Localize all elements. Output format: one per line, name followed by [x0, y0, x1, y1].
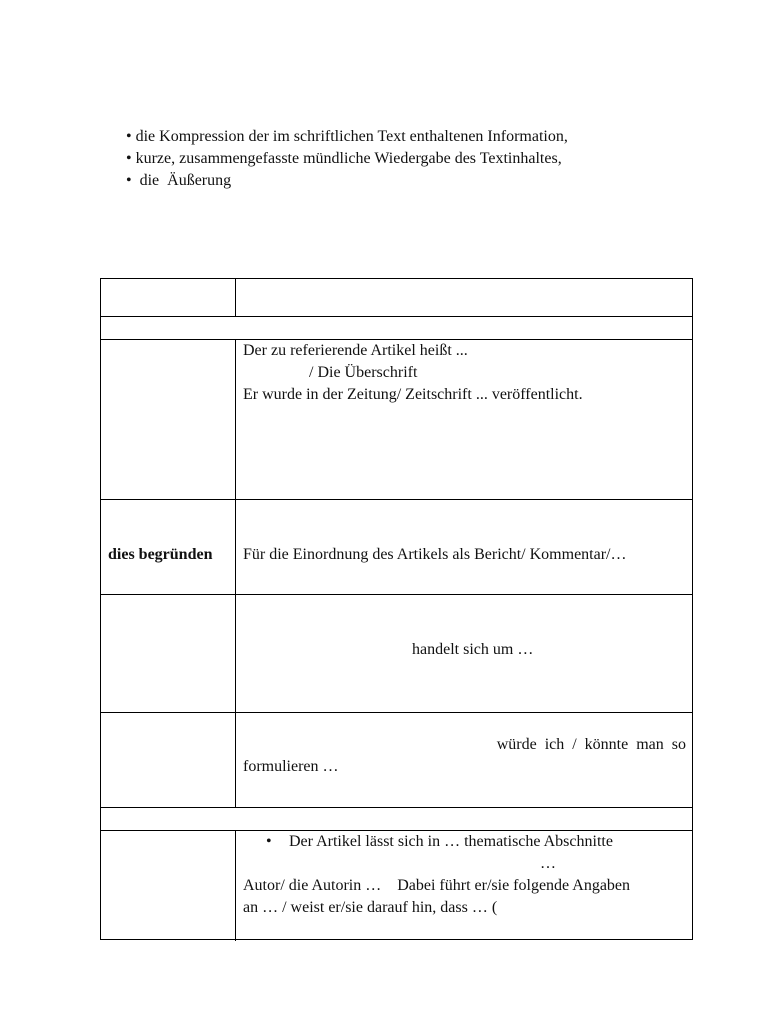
- cell-text: Der zu referierende Artikel heißt ...: [243, 342, 468, 359]
- table-cell-label: [101, 499, 236, 594]
- table-cell-empty: [101, 830, 236, 941]
- cell-text: Autor/ die Autorin … Dabei führt er/sie folgende Angaben: [243, 877, 631, 894]
- table-cell-empty: [101, 339, 236, 499]
- table-cell-empty: [101, 712, 236, 807]
- table-row-merged: [101, 807, 692, 831]
- table-row-merged: [101, 316, 692, 340]
- bullet-item: • die Kompression der im schriftlichen Text enthaltenen Information,: [126, 128, 568, 145]
- table-cell-classification: [236, 499, 692, 594]
- row-label: dies begründen: [108, 546, 213, 563]
- table-row: [101, 594, 692, 713]
- table-row: [101, 499, 692, 595]
- bullet-symbol: •: [266, 833, 272, 850]
- summary-table: [100, 278, 693, 940]
- cell-text: würde ich / könnte man so: [496, 736, 686, 753]
- bullet-item: • kurze, zusammengefasste mündliche Wiedergabe des Textinhaltes,: [126, 150, 562, 167]
- table-cell-empty: [101, 279, 236, 316]
- cell-text: / Die Überschrift: [309, 364, 418, 381]
- cell-text: Für die Einordnung des Artikels als Bericht/ Kommentar/…: [243, 546, 627, 563]
- cell-text: handelt sich um …: [412, 641, 534, 658]
- table-row: [101, 830, 692, 941]
- table-row: [101, 339, 692, 500]
- cell-text: …: [540, 855, 556, 872]
- cell-text: formulieren …: [243, 758, 339, 775]
- bullet-item: • die Äußerung: [126, 172, 232, 189]
- table-cell-empty: [236, 279, 692, 316]
- table-cell-empty: [101, 594, 236, 712]
- table-cell-article-info: [236, 339, 692, 499]
- table-row: [101, 712, 692, 808]
- cell-text: Der Artikel lässt sich in … thematische Abschnitte: [289, 833, 613, 850]
- cell-text: Er wurde in der Zeitung/ Zeitschrift ... veröffentlicht.: [243, 386, 583, 403]
- intro-bullet-list: [126, 126, 568, 192]
- table-row: [101, 279, 692, 317]
- cell-text: an … / weist er/sie darauf hin, dass … (: [243, 899, 498, 916]
- table-cell-topic: [236, 594, 692, 712]
- table-cell-structure: [236, 830, 692, 941]
- table-cell-formulation: [236, 712, 692, 807]
